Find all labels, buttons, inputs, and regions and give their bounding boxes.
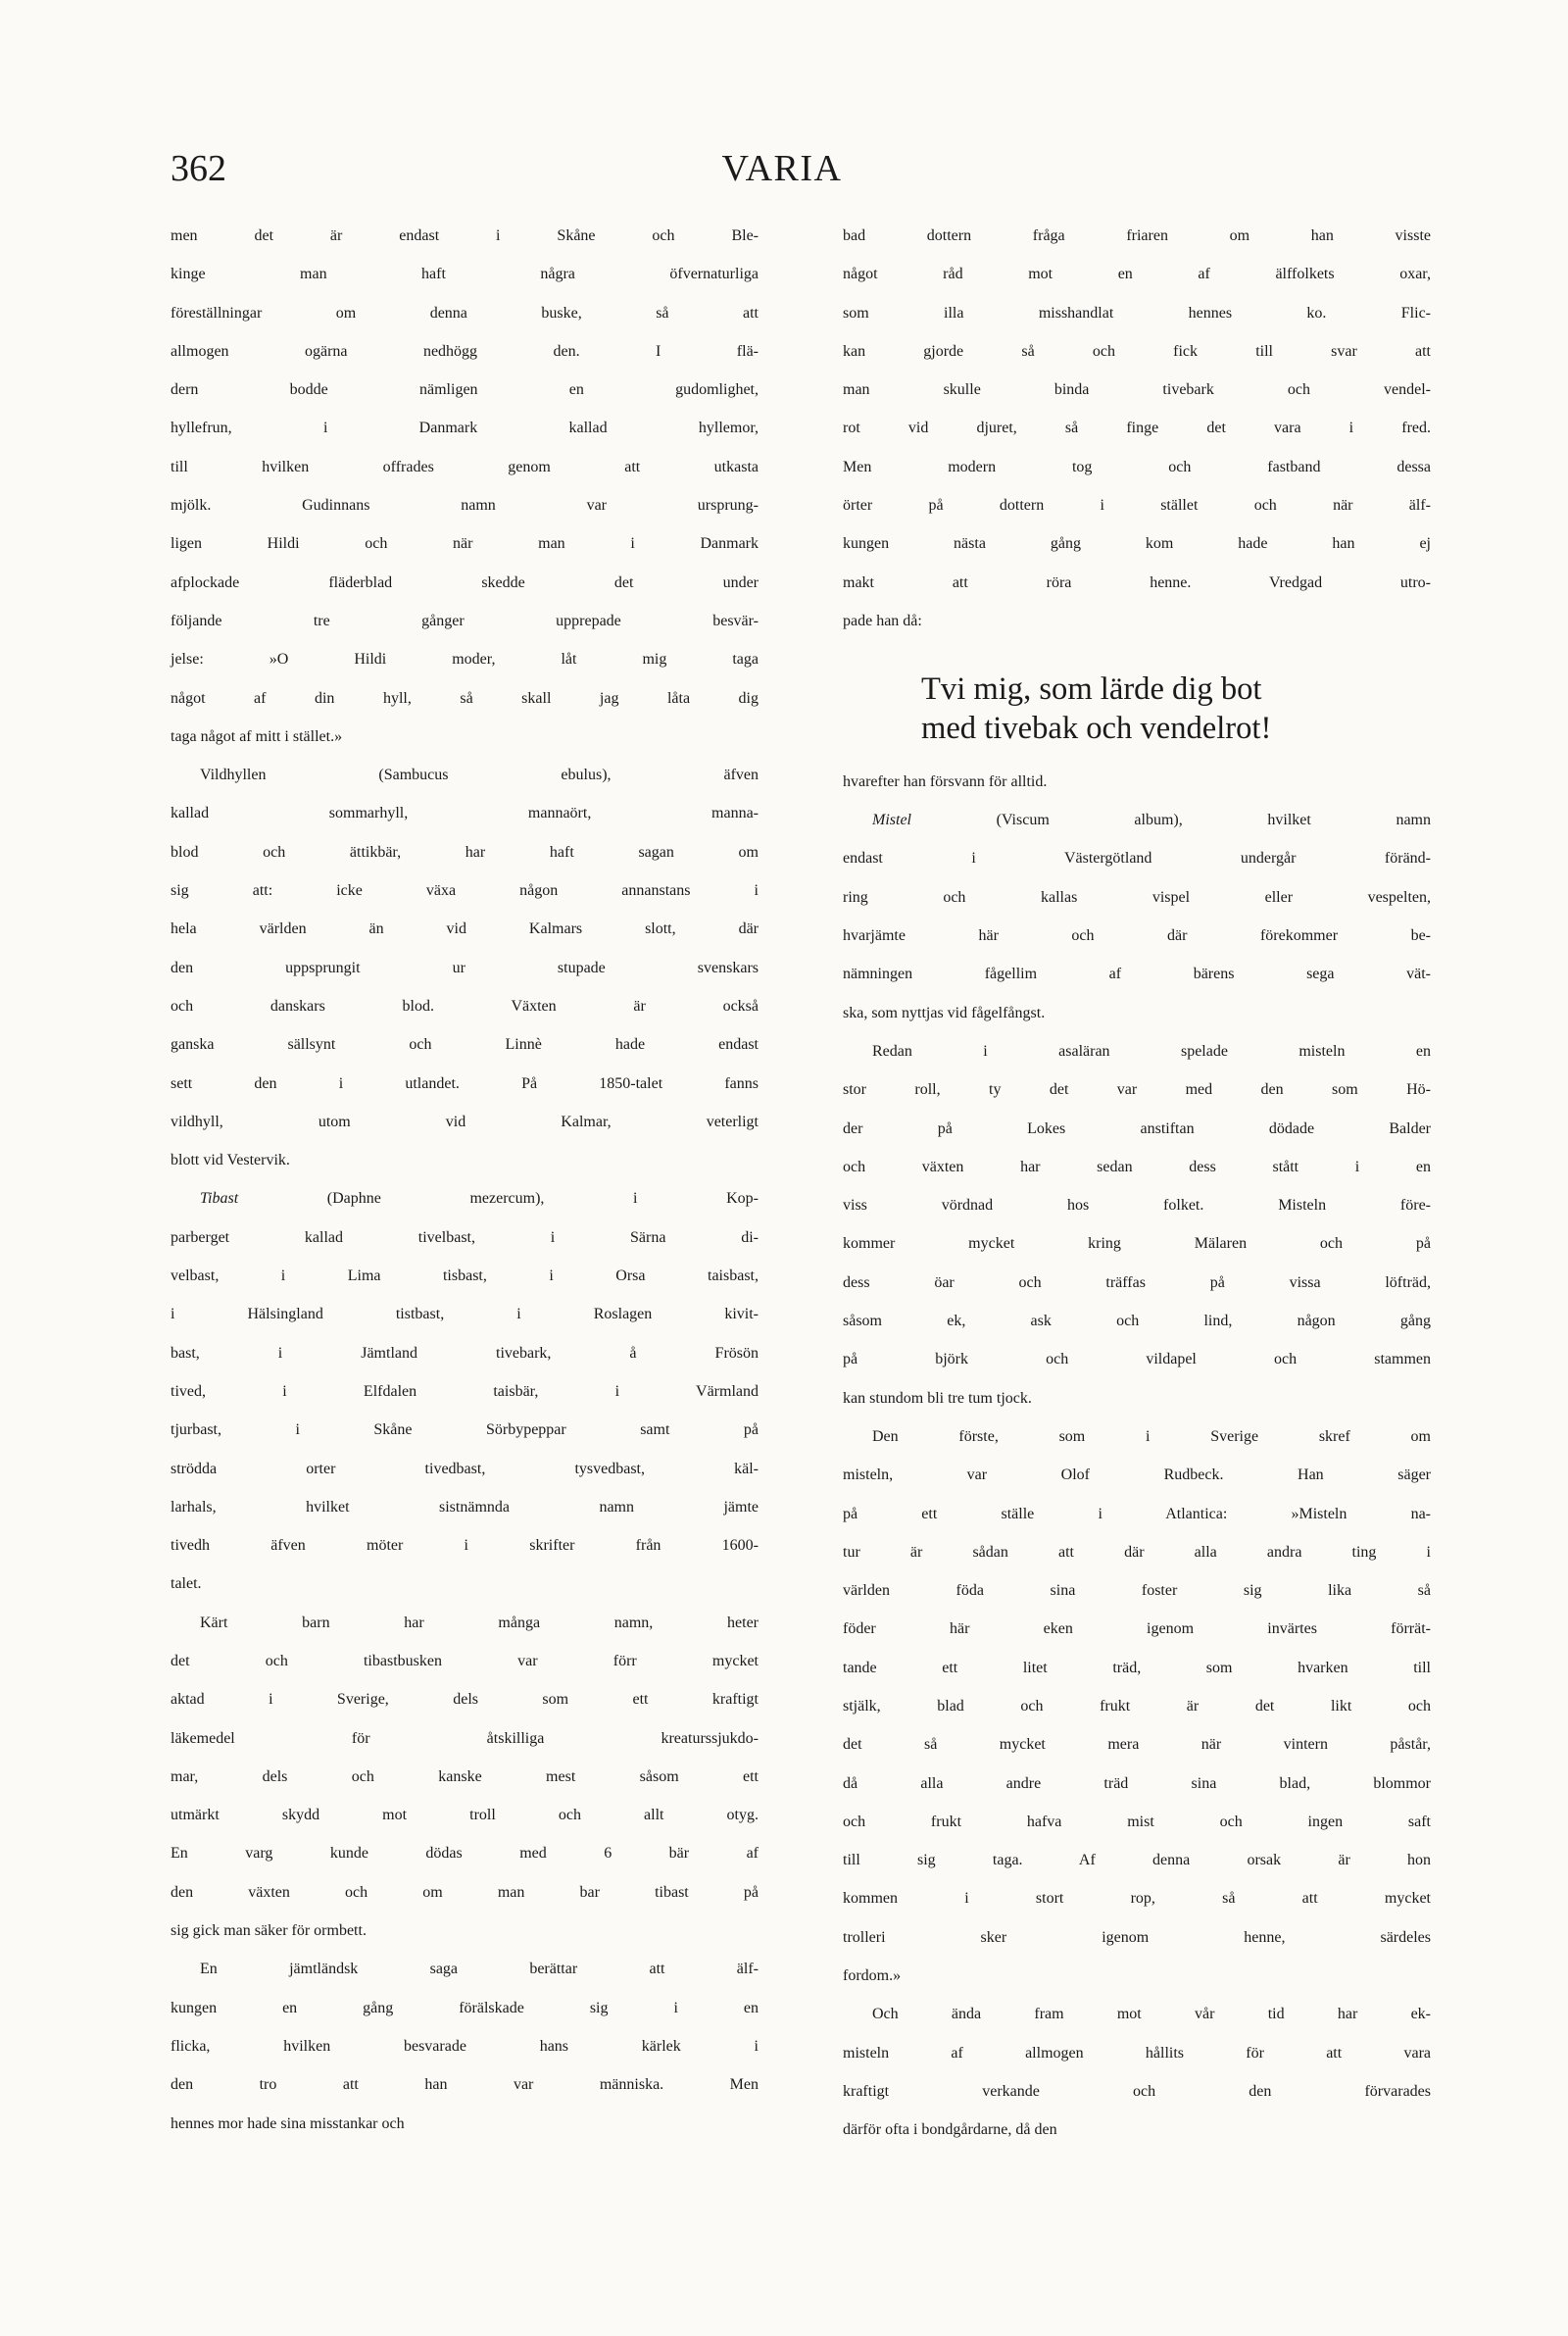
text-line: föder här eken igenom invärtes förrät- <box>843 1620 1431 1638</box>
text-line: såsom ek, ask och lind, någon gång <box>843 1313 1431 1330</box>
text-line: kraftigt verkande och den förvarades <box>843 2082 1431 2100</box>
text-line: ring och kallas vispel eller vespelten, <box>843 888 1431 906</box>
text-line: pade han då: <box>843 612 922 629</box>
text-line: viss vördnad hos folket. Misteln före- <box>843 1197 1431 1215</box>
text-line: kungen nästa gång kom hade han ej <box>843 535 1431 553</box>
verse-line: Tvi mig, som lärde dig bot <box>921 671 1262 708</box>
text-line: blod och ättikbär, har haft sagan om <box>171 843 759 861</box>
text-line: ganska sällsynt och Linnè hade endast <box>171 1036 759 1054</box>
text-line: det och tibastbusken var förr mycket <box>171 1652 759 1669</box>
text-line: dern bodde nämligen en gudomlighet, <box>171 381 759 399</box>
text-line: blott vid Vestervik. <box>171 1152 290 1169</box>
text-line: den växten och om man bar tibast på <box>171 1883 759 1901</box>
right-column-bottom <box>843 773 1431 2161</box>
text-line: och växten har sedan dess stått i en <box>843 1158 1431 1175</box>
text-line: världen föda sina foster sig lika så <box>843 1582 1431 1600</box>
text-line: jelse: »O Hildi moder, låt mig taga <box>171 651 759 669</box>
running-head: VARIA <box>721 148 843 189</box>
text-line: vildhyll, utom vid Kalmar, veterligt <box>171 1113 759 1130</box>
text-line: kinge man haft några öfvernaturliga <box>171 266 759 283</box>
text-line: stjälk, blad och frukt är det likt och <box>843 1697 1431 1715</box>
text-line: Tibast (Daphne mezercum), i Kop- <box>200 1190 759 1208</box>
text-line: något af din hyll, så skall jag låta dig <box>171 689 759 707</box>
text-line: Mistel (Viscum album), hvilket namn <box>872 812 1431 829</box>
text-line: den uppsprungit ur stupade svenskars <box>171 959 759 976</box>
text-line: sig gick man säker för ormbett. <box>171 1922 367 1940</box>
text-line: allmogen ogärna nedhögg den. I flä- <box>171 342 759 360</box>
text-line: sett den i utlandet. På 1850-talet fanns <box>171 1074 759 1092</box>
text-line: till sig taga. Af denna orsak är hon <box>843 1852 1431 1869</box>
text-line: Kärt barn har många namn, heter <box>200 1614 759 1631</box>
text-line: talet. <box>171 1575 202 1593</box>
text-line: kan stundom bli tre tum tjock. <box>843 1389 1032 1407</box>
text-line: makt att röra henne. Vredgad utro- <box>843 573 1431 591</box>
page-header <box>171 147 1394 206</box>
text-line: det så mycket mera när vintern påstår, <box>843 1736 1431 1754</box>
text-line: afplockade fläderblad skedde det under <box>171 573 759 591</box>
text-line: tived, i Elfdalen taisbär, i Värmland <box>171 1382 759 1400</box>
text-line: sig att: icke växa någon annanstans i <box>171 882 759 900</box>
text-line: dess öar och träffas på vissa löfträd, <box>843 1273 1431 1291</box>
text-line: till hvilken offrades genom att utkasta <box>171 458 759 475</box>
text-line: endast i Västergötland undergår föränd- <box>843 850 1431 868</box>
text-line: Vildhyllen (Sambucus ebulus), äfven <box>200 767 759 784</box>
page-number: 362 <box>171 148 226 189</box>
text-line: bast, i Jämtland tivebark, å Frösön <box>171 1344 759 1362</box>
text-line: följande tre gånger upprepade besvär- <box>171 612 759 629</box>
text-line: hennes mor hade sina misstankar och <box>171 2114 405 2132</box>
text-line: mar, dels och kanske mest såsom ett <box>171 1767 759 1785</box>
text-line: Men modern tog och fastband dessa <box>843 458 1431 475</box>
text-line: ska, som nyttjas vid fågelfångst. <box>843 1004 1046 1021</box>
text-line: läkemedel för åtskilliga kreaturssjukdo- <box>171 1729 759 1747</box>
text-line: och danskars blod. Växten är också <box>171 997 759 1015</box>
text-line: och frukt hafva mist och ingen saft <box>843 1813 1431 1830</box>
text-line: hela världen än vid Kalmars slott, där <box>171 920 759 938</box>
text-line: misteln af allmogen hållits för att vara <box>843 2044 1431 2062</box>
text-line: nämningen fågellim af bärens sega vät- <box>843 966 1431 983</box>
text-line: En jämtländsk saga berättar att älf- <box>200 1961 759 1978</box>
text-line: ligen Hildi och när man i Danmark <box>171 535 759 553</box>
text-line: utmärkt skydd mot troll och allt otyg. <box>171 1807 759 1824</box>
text-line: då alla andre träd sina blad, blommor <box>843 1774 1431 1792</box>
text-line: tivedh äfven möter i skrifter från 1600- <box>171 1537 759 1555</box>
text-line: larhals, hvilket sistnämnda namn jämte <box>171 1498 759 1516</box>
text-line: rot vid djuret, så finge det vara i fred. <box>843 420 1431 437</box>
text-line: kommer mycket kring Mälaren och på <box>843 1235 1431 1253</box>
text-line: örter på dottern i stället och när älf- <box>843 497 1431 515</box>
text-line: fordom.» <box>843 1967 902 1985</box>
text-line: Redan i asaläran spelade misteln en <box>872 1042 1431 1060</box>
text-line: på ett ställe i Atlantica: »Misteln na- <box>843 1505 1431 1522</box>
text-line: parberget kallad tivelbast, i Särna di- <box>171 1228 759 1246</box>
text-line: man skulle binda tivebark och vendel- <box>843 381 1431 399</box>
text-line: Och ända fram mot vår tid har ek- <box>872 2006 1431 2023</box>
text-line: trolleri sker igenom henne, särdeles <box>843 1928 1431 1946</box>
text-line: men det är endast i Skåne och Ble- <box>171 227 759 244</box>
text-line: tur är sådan att där alla andra ting i <box>843 1543 1431 1561</box>
text-line: flicka, hvilken besvarade hans kärlek i <box>171 2037 759 2055</box>
text-line: därför ofta i bondgårdarne, då den <box>843 2121 1057 2139</box>
text-line: i Hälsingland tistbast, i Roslagen kivit- <box>171 1306 759 1323</box>
text-line: hvarefter han försvann för alltid. <box>843 772 1048 790</box>
text-line: strödda orter tivedbast, tysvedbast, käl- <box>171 1460 759 1477</box>
text-line: Den förste, som i Sverige skref om <box>872 1427 1431 1445</box>
text-line: taga något af mitt i stället.» <box>171 727 343 745</box>
verse-line: med tivebak och vendelrot! <box>921 710 1272 746</box>
text-line: kan gjorde så och fick till svar att <box>843 342 1431 360</box>
text-line: föreställningar om denna buske, så att <box>171 304 759 322</box>
text-line: den tro att han var människa. Men <box>171 2076 759 2094</box>
text-line: tjurbast, i Skåne Sörbypeppar samt på <box>171 1421 759 1439</box>
text-line: kungen en gång förälskade sig i en <box>171 1999 759 2016</box>
text-line: mjölk. Gudinnans namn var ursprung- <box>171 497 759 515</box>
text-line: som illa misshandlat hennes ko. Flic- <box>843 304 1431 322</box>
left-column <box>171 227 759 2154</box>
text-line: tande ett litet träd, som hvarken till <box>843 1659 1431 1676</box>
text-line: En varg kunde dödas med 6 bär af <box>171 1845 759 1863</box>
text-line: på björk och vildapel och stammen <box>843 1351 1431 1368</box>
text-line: velbast, i Lima tisbast, i Orsa taisbast, <box>171 1267 759 1285</box>
right-column <box>843 227 1431 2161</box>
text-line: kommen i stort rop, så att mycket <box>843 1890 1431 1908</box>
text-line: bad dottern fråga friaren om han visste <box>843 227 1431 244</box>
text-line: kallad sommarhyll, mannaört, manna- <box>171 805 759 822</box>
text-line: hvarjämte här och där förekommer be- <box>843 927 1431 945</box>
text-line: något råd mot en af älffolkets oxar, <box>843 266 1431 283</box>
right-column-top <box>843 227 1431 651</box>
text-line: der på Lokes anstiftan dödade Balder <box>843 1119 1431 1137</box>
text-line: stor roll, ty det var med den som Hö- <box>843 1081 1431 1099</box>
text-line: hyllefrun, i Danmark kallad hyllemor, <box>171 420 759 437</box>
verse-block <box>843 671 1431 748</box>
text-line: aktad i Sverige, dels som ett kraftigt <box>171 1691 759 1709</box>
text-line: misteln, var Olof Rudbeck. Han säger <box>843 1466 1431 1484</box>
